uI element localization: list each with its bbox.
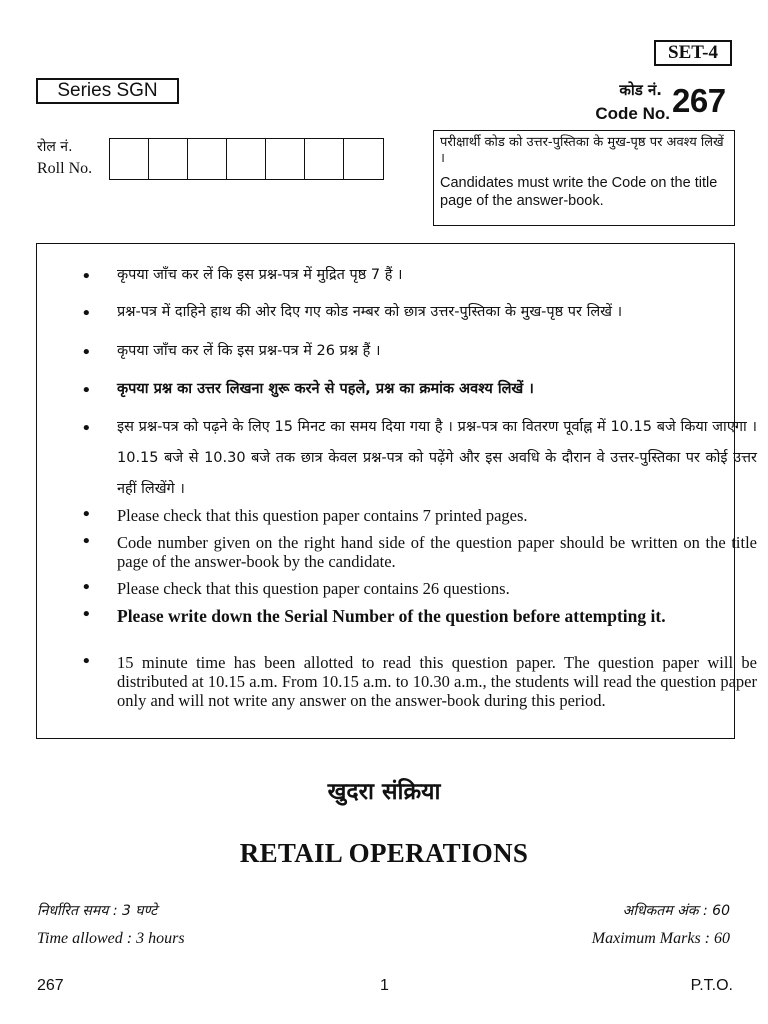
code-instruction-english: Candidates must write the Code on the title page of the answer-book.: [440, 174, 718, 209]
roll-digit-box[interactable]: [149, 139, 188, 179]
time-allowed-hindi: निर्धारित समय : 3 घण्टे: [37, 903, 158, 919]
maximum-marks-hindi: अधिकतम अंक : 60: [622, 903, 730, 919]
bullet-icon: •: [81, 504, 92, 525]
instruction-hindi: कृपया जाँच कर लें कि इस प्रश्न-पत्र में 26 प्रश्न हैं ।: [117, 343, 381, 359]
roll-label: Roll No.: [37, 160, 93, 177]
instruction-english: Please write down the Serial Number of the question before attempting it.: [117, 606, 666, 626]
instruction-hindi: कृपया प्रश्न का उत्तर लिखना शुरू करने से पहले, प्रश्न का क्रमांक अवश्य लिखें ।: [117, 381, 534, 397]
instruction-english: Please check that this question paper contains 7 printed pages.: [117, 506, 528, 525]
series-label: Series SGN: [36, 78, 179, 104]
instruction-hindi: इस प्रश्न-पत्र को पढ़ने के लिए 15 मिनट का समय दिया गया है । प्रश्न-पत्र का वितरण पूर्वाह्न में 10.15 बजे किया जाएगा । 10.15 बजे से 10.30 बजे तक छात्र केवल प्रश्न-पत्र को पढ़ेंगे और इस अवधि के दौरान वे उत्तर-पुस्तिका पर कोई उत्तर नहीं लिखेंगे ।: [117, 419, 757, 497]
page-number: 1: [380, 977, 389, 994]
instruction-english: Please check that this question paper contains 26 questions.: [117, 579, 510, 598]
bullet-icon: •: [81, 380, 92, 401]
instruction-hindi: प्रश्न-पत्र में दाहिने हाथ की ओर दिए गए कोड नम्बर को छात्र उत्तर-पुस्तिका के मुख-पृष्ठ पर लिखें ।: [117, 304, 623, 320]
code-instruction-box: [433, 130, 735, 226]
time-allowed: Time allowed : 3 hours: [37, 930, 185, 947]
maximum-marks: Maximum Marks : 60: [591, 930, 730, 947]
bullet-icon: •: [81, 531, 92, 552]
pto-label: P.T.O.: [690, 977, 733, 994]
code-label: Code No.: [595, 104, 670, 123]
instruction-english: 15 minute time has been allotted to read this question paper. The question paper will be distributed at 10.15 a.m. From 10.15 a.m. to 10.30 a.m., the students will read the question paper only and will not write any answer on the answer-book during this period.: [117, 653, 757, 710]
footer-code: 267: [37, 977, 64, 994]
roll-label-hindi: रोल नं.: [37, 139, 73, 155]
subject-title-hindi: खुदरा संक्रिया: [327, 779, 441, 805]
bullet-icon: •: [81, 342, 92, 363]
bullet-icon: •: [81, 266, 92, 287]
roll-digit-box[interactable]: [110, 139, 149, 179]
bullet-icon: •: [81, 303, 92, 324]
roll-digit-box[interactable]: [266, 139, 305, 179]
bullet-icon: •: [81, 418, 92, 439]
instruction-english: Code number given on the right hand side of the question paper should be written on the title page of the answer-book by the candidate.: [117, 533, 757, 571]
roll-digit-box[interactable]: [344, 139, 383, 179]
roll-digit-box[interactable]: [227, 139, 266, 179]
code-number: 267: [672, 82, 726, 119]
bullet-icon: •: [81, 577, 92, 598]
roll-number-boxes: [109, 138, 384, 180]
subject-title: RETAIL OPERATIONS: [239, 838, 529, 868]
code-label-hindi: कोड नं.: [619, 81, 662, 99]
bullet-icon: •: [81, 604, 92, 625]
instructions-box: [36, 243, 757, 739]
set-label: SET-4: [654, 40, 732, 66]
instruction-hindi: कृपया जाँच कर लें कि इस प्रश्न-पत्र में मुद्रित पृष्ठ 7 हैं ।: [117, 267, 403, 283]
bullet-icon: •: [81, 651, 92, 672]
roll-digit-box[interactable]: [188, 139, 227, 179]
roll-digit-box[interactable]: [305, 139, 344, 179]
code-instruction-hindi: परीक्षार्थी कोड को उत्तर-पुस्तिका के मुख-पृष्ठ पर अवश्य लिखें ।: [440, 135, 724, 167]
